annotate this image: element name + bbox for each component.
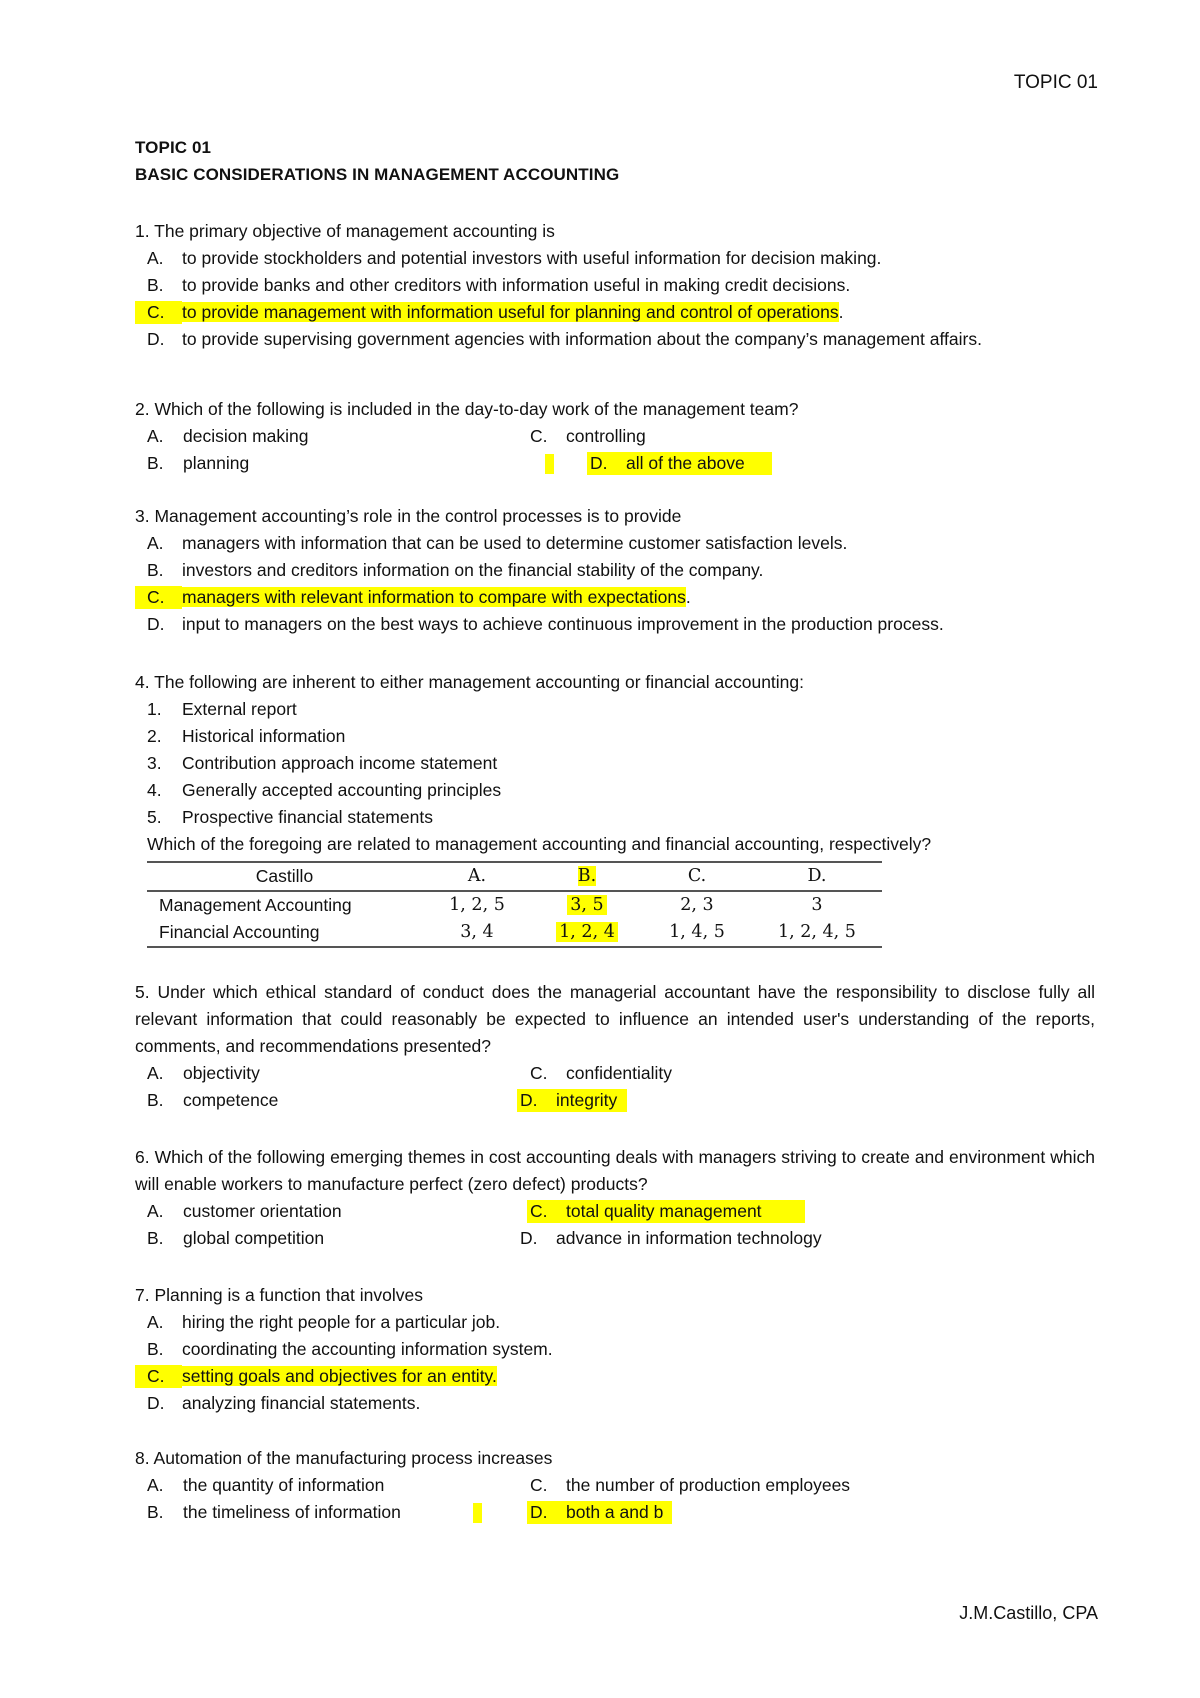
table-cell-answer: 1, 2, 4 bbox=[532, 919, 642, 947]
question-number: 1. bbox=[135, 221, 150, 241]
question-text: Under which ethical standard of conduct does the managerial accountant have the responsibility to disclose fully all relevant information that could reasonably be expected to influence an intended user's understanding of the reports, comments, and recommendations presented? bbox=[135, 982, 1095, 1056]
question-number: 6. bbox=[135, 1147, 150, 1167]
question-text: The primary objective of management accounting is bbox=[154, 221, 555, 241]
option-b: B. coordinating the accounting information system. bbox=[147, 1339, 553, 1359]
table-cell: 1, 2, 4, 5 bbox=[778, 922, 856, 942]
table-cell: 3, 4 bbox=[460, 922, 494, 942]
table-row-label: Financial Accounting bbox=[159, 922, 320, 942]
table-cell: 3 bbox=[811, 895, 823, 915]
question-stem bbox=[135, 503, 1095, 530]
highlight-marker bbox=[473, 1503, 482, 1523]
followup-question: Which of the foregoing are related to management accounting and financial accounting, respectively? bbox=[147, 834, 932, 854]
question-number: 5. bbox=[135, 982, 150, 1002]
question-stem bbox=[135, 1144, 1095, 1198]
table-header-cell-answer: B. bbox=[577, 866, 597, 886]
table-cell-answer: 3, 5 bbox=[532, 891, 642, 919]
question-number: 7. bbox=[135, 1285, 150, 1305]
table-cell: 1, 4, 5 bbox=[669, 922, 725, 942]
question-5 bbox=[135, 979, 1095, 1114]
question-stem bbox=[135, 979, 1095, 1060]
table-row bbox=[147, 891, 882, 919]
question-4 bbox=[135, 669, 1095, 948]
question-7 bbox=[135, 1282, 1095, 1417]
option-text-highlighted: to provide management with information useful for planning and control of operations. bbox=[182, 302, 844, 322]
list-item: 5. Prospective financial statements bbox=[147, 807, 433, 827]
option-text: to provide banks and other creditors with information useful in making credit decisions. bbox=[182, 275, 851, 295]
question-text: Management accounting’s role in the control processes is to provide bbox=[149, 506, 682, 526]
options-row-1: A. the quantity of information C. the number of production employees bbox=[147, 1475, 851, 1495]
option-a bbox=[135, 245, 1095, 272]
option-b: B. investors and creditors information on the financial stability of the company. bbox=[147, 560, 764, 580]
document-title-heading: BASIC CONSIDERATIONS IN MANAGEMENT ACCOUNTING bbox=[135, 165, 620, 184]
question-8 bbox=[135, 1445, 1095, 1526]
question-number: 8. bbox=[135, 1448, 150, 1468]
options-row-2: B. global competition D. advance in information technology bbox=[147, 1228, 822, 1248]
table-cell: 2, 3 bbox=[680, 895, 714, 915]
option-letter: A. bbox=[147, 248, 164, 268]
table-row-label: Management Accounting bbox=[159, 895, 352, 915]
question-number: 4. bbox=[135, 672, 150, 692]
option-letter: C. bbox=[147, 302, 165, 322]
option-d: D. analyzing financial statements. bbox=[147, 1393, 421, 1413]
question-number: 3. bbox=[135, 506, 150, 526]
page-header-topic: TOPIC 01 bbox=[1013, 72, 1098, 93]
question-stem bbox=[135, 1445, 1095, 1472]
options-row-2: B. the timeliness of information D. both a and b bbox=[135, 1499, 1095, 1526]
question-6 bbox=[135, 1144, 1095, 1252]
question-1 bbox=[135, 218, 1095, 353]
table-header-cell: D. bbox=[807, 866, 827, 886]
list-item: 4. Generally accepted accounting principles bbox=[147, 780, 502, 800]
table-cell: 1, 2, 5 bbox=[449, 895, 505, 915]
question-number: 2. bbox=[135, 399, 150, 419]
options-row-2: B. competence D. integrity bbox=[135, 1087, 1095, 1114]
options-row-1: A. customer orientation C. total quality management bbox=[135, 1198, 1095, 1225]
option-text: to provide supervising government agencies with information about the company’s management affairs. bbox=[182, 329, 982, 349]
list-item: 1. External report bbox=[147, 699, 297, 719]
question-text: Planning is a function that involves bbox=[154, 1285, 423, 1305]
table-header-cell: Castillo bbox=[255, 866, 314, 886]
option-text: to provide stockholders and potential investors with useful information for decision making. bbox=[182, 248, 882, 268]
question-text: The following are inherent to either management accounting or financial accounting: bbox=[154, 672, 804, 692]
question-2 bbox=[135, 396, 1095, 477]
question-text: Which of the following is included in the day-to-day work of the management team? bbox=[154, 399, 799, 419]
question-stem bbox=[135, 1282, 1095, 1309]
options-row-1: A. decision making C. controlling bbox=[147, 426, 646, 446]
question-stem bbox=[135, 218, 1095, 245]
option-d: D. input to managers on the best ways to achieve continuous improvement in the production process. bbox=[147, 614, 944, 634]
document-title-topic: TOPIC 01 bbox=[135, 138, 212, 157]
table-header-cell: A. bbox=[467, 866, 487, 886]
list-item: 3. Contribution approach income statement bbox=[147, 753, 498, 773]
options-row-2: B. planning D. all of the above bbox=[135, 450, 1095, 477]
option-c-answer: C. setting goals and objectives for an entity. bbox=[135, 1363, 1095, 1390]
page-footer-author: J.M.Castillo, CPA bbox=[959, 1603, 1098, 1623]
highlight-marker bbox=[545, 454, 554, 474]
question-stem bbox=[135, 669, 1095, 696]
question-3 bbox=[135, 503, 1095, 638]
option-a: A. hiring the right people for a particular job. bbox=[147, 1312, 501, 1332]
option-b bbox=[135, 272, 1095, 299]
answer-table bbox=[147, 861, 882, 948]
table-header-cell: C. bbox=[687, 866, 707, 886]
option-d bbox=[135, 326, 1095, 353]
option-c-answer: C. managers with relevant information to compare with expectations. bbox=[135, 584, 1095, 611]
table-header-row bbox=[147, 862, 882, 891]
option-letter: D. bbox=[147, 329, 165, 349]
question-text: Which of the following emerging themes in cost accounting deals with managers striving to create and environment which will enable workers to manufacture perfect (zero defect) products? bbox=[135, 1147, 1095, 1194]
list-item: 2. Historical information bbox=[147, 726, 346, 746]
option-letter: B. bbox=[147, 275, 164, 295]
option-c-answer bbox=[135, 299, 1095, 326]
question-stem bbox=[135, 396, 1095, 423]
table-row bbox=[147, 919, 882, 947]
option-a: A. managers with information that can be used to determine customer satisfaction levels. bbox=[147, 533, 848, 553]
question-text: Automation of the manufacturing process increases bbox=[153, 1448, 553, 1468]
options-row-1: A. objectivity C. confidentiality bbox=[147, 1063, 673, 1083]
